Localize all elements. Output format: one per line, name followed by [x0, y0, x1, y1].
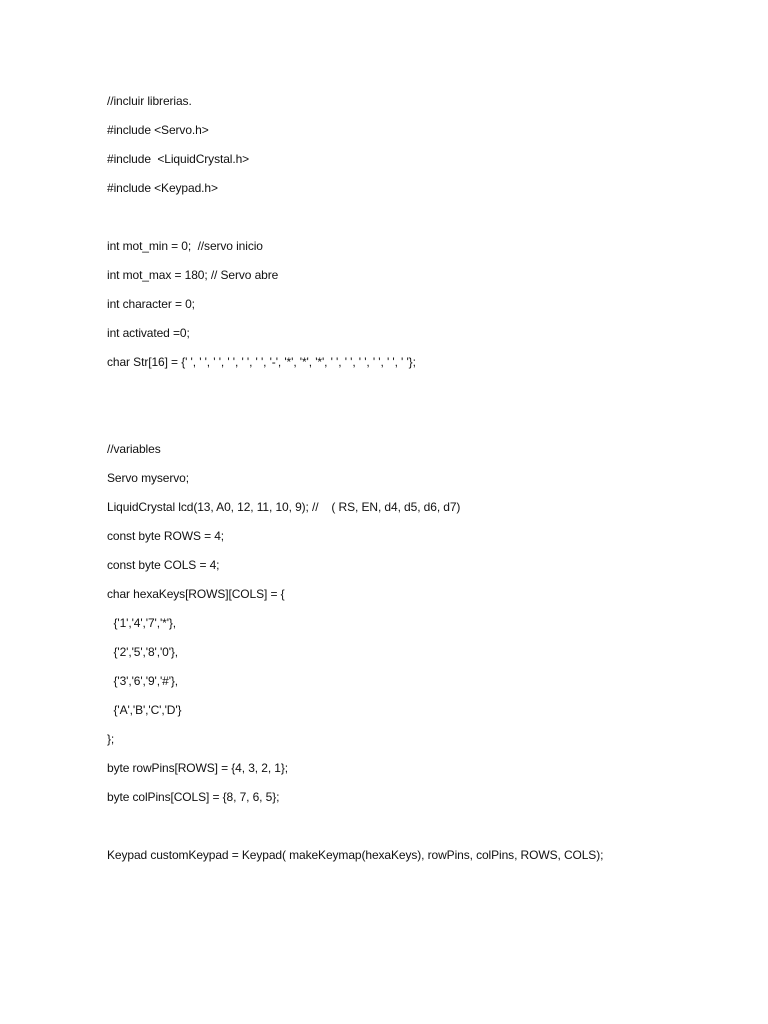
code-line: //incluir librerias.	[107, 94, 192, 108]
code-line: byte colPins[COLS] = {8, 7, 6, 5};	[107, 790, 280, 804]
blank-line	[107, 382, 727, 411]
code-line: byte rowPins[ROWS] = {4, 3, 2, 1};	[107, 761, 289, 775]
code-line: #include <LiquidCrystal.h>	[107, 152, 250, 166]
code-line: Keypad customKeypad = Keypad( makeKeymap(hexaKeys), rowPins, colPins, ROWS, COLS);	[107, 848, 604, 862]
blank-line	[107, 208, 727, 237]
code-line: {'3','6','9','#'},	[107, 674, 179, 688]
code-line: int mot_max = 180; // Servo abre	[107, 268, 279, 282]
code-line: int mot_min = 0; //servo inicio	[107, 239, 263, 253]
code-line: char hexaKeys[ROWS][COLS] = {	[107, 587, 285, 601]
code-line: int activated =0;	[107, 326, 190, 340]
blank-line	[107, 817, 727, 846]
code-line: #include <Servo.h>	[107, 123, 209, 137]
code-line: {'A','B','C','D'}	[107, 703, 182, 717]
code-line: char Str[16] = {' ', ' ', ' ', ' ', ' ', ' ', '-', '*', '*', '*', ' ', ' ', ' ', ' ', ' ', ' '};	[107, 355, 416, 369]
code-line: const byte ROWS = 4;	[107, 529, 225, 543]
code-block	[107, 92, 727, 875]
code-line: };	[107, 732, 115, 746]
code-line: const byte COLS = 4;	[107, 558, 220, 572]
code-line: Servo myservo;	[107, 471, 189, 485]
code-line: int character = 0;	[107, 297, 195, 311]
blank-line	[107, 411, 727, 440]
code-line: {'1','4','7','*'},	[107, 616, 177, 630]
code-line: #include <Keypad.h>	[107, 181, 218, 195]
code-line: LiquidCrystal lcd(13, A0, 12, 11, 10, 9); // ( RS, EN, d4, d5, d6, d7)	[107, 500, 461, 514]
code-line: //variables	[107, 442, 161, 456]
code-line: {'2','5','8','0'},	[107, 645, 179, 659]
